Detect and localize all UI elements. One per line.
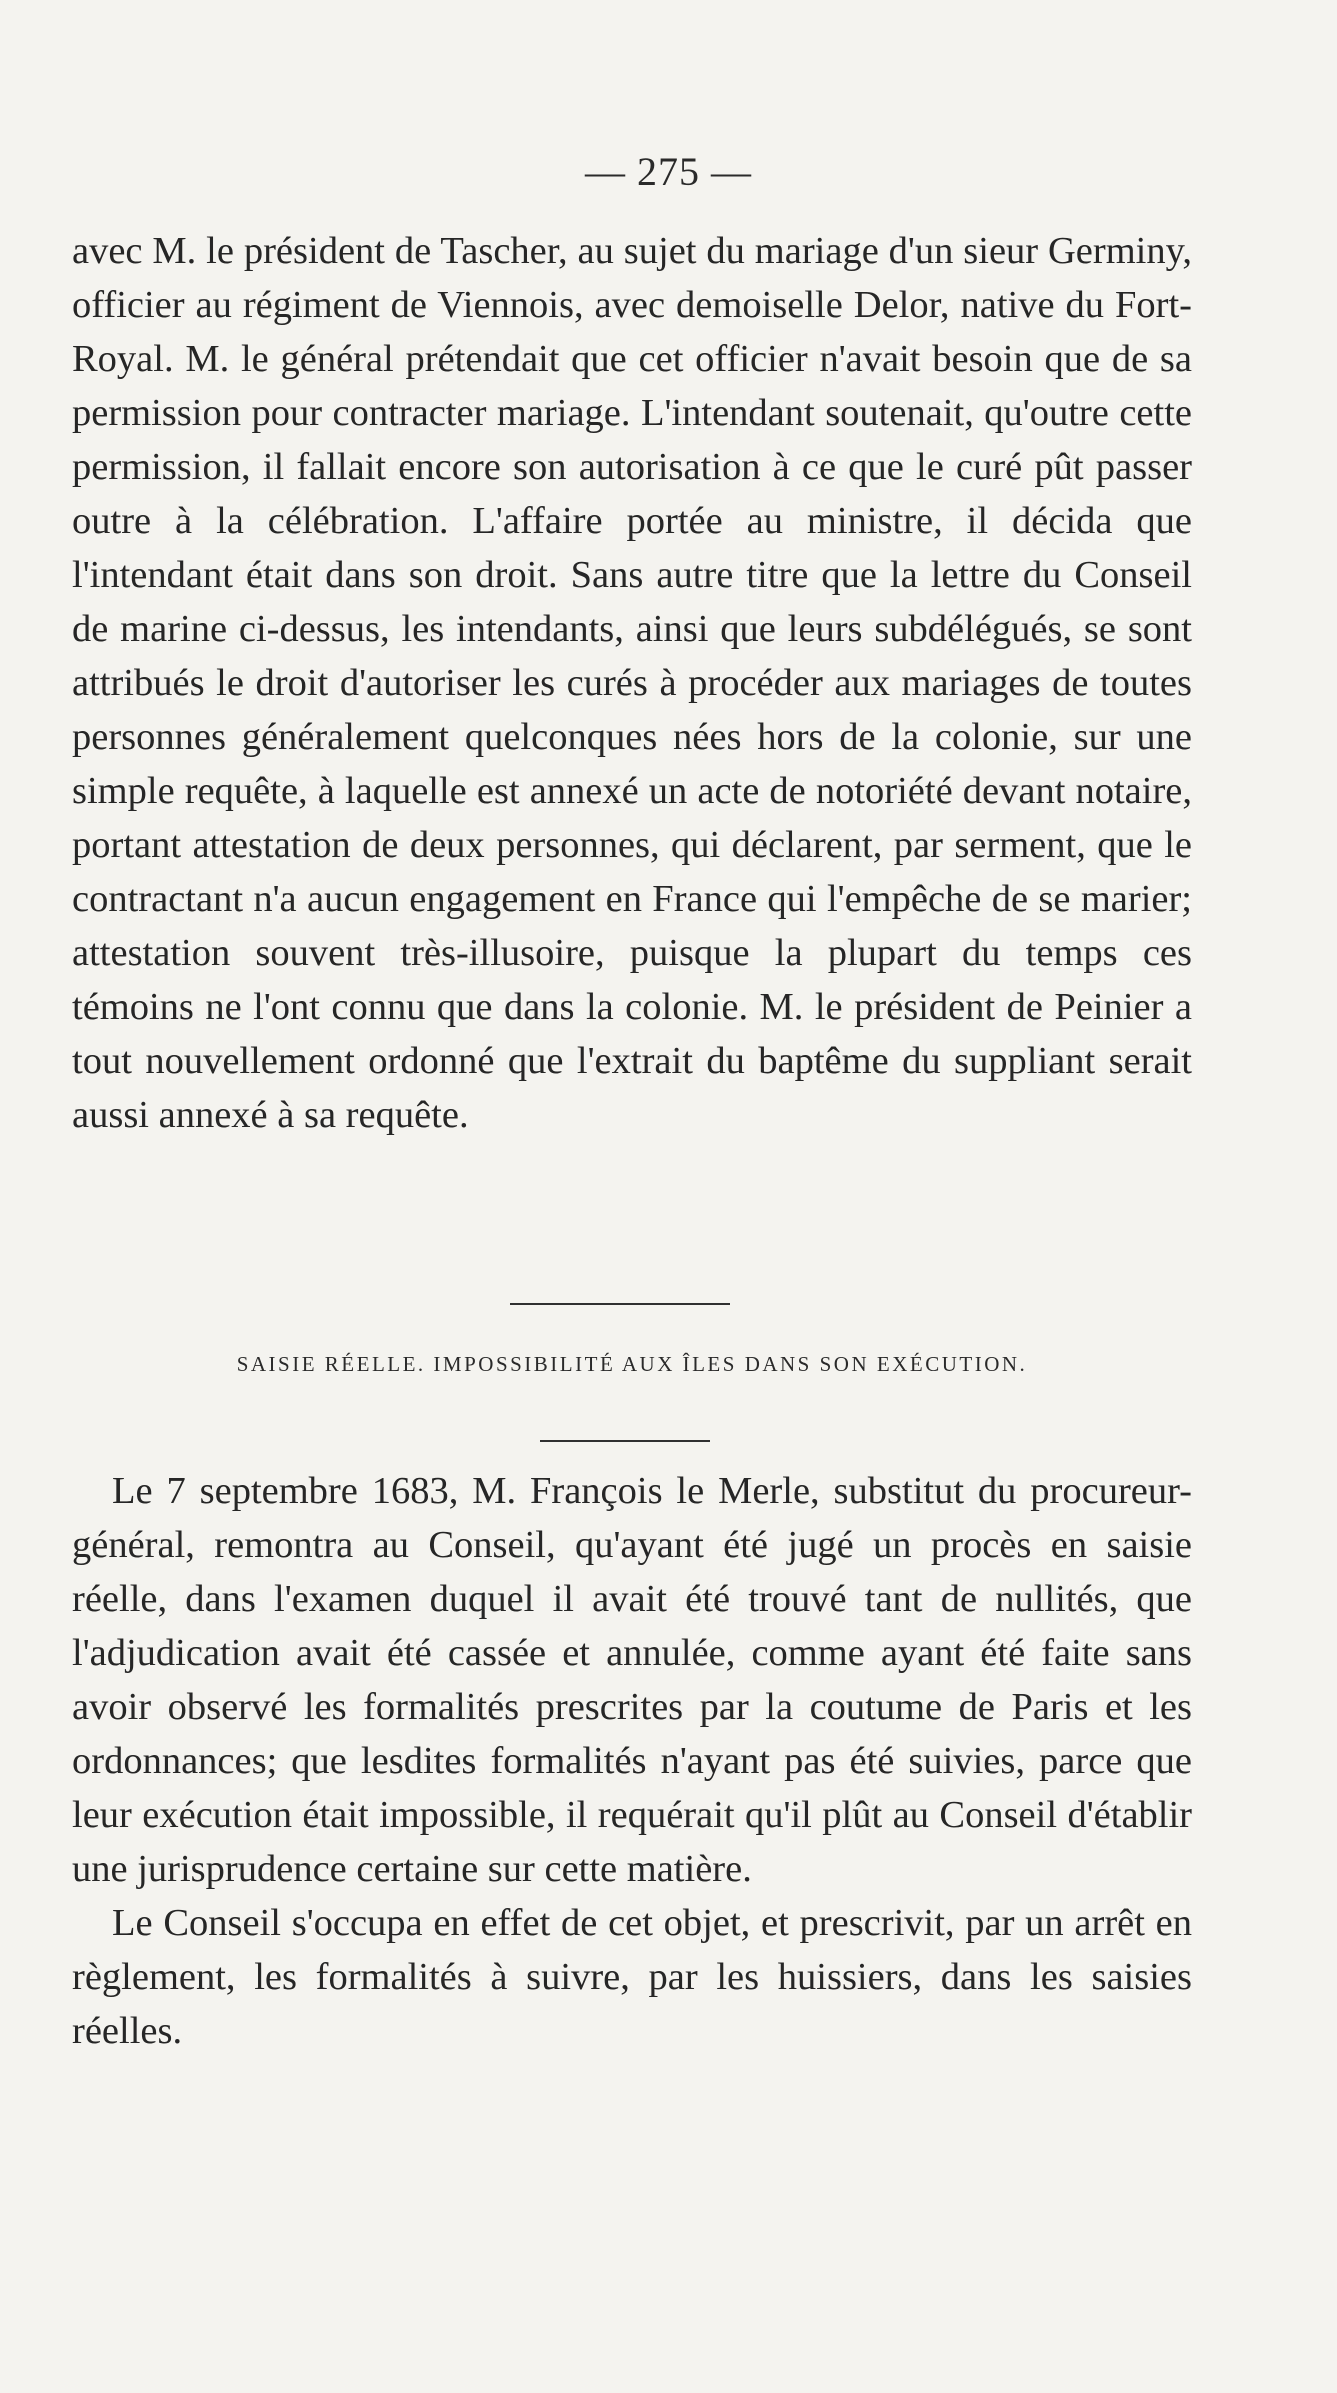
section-divider-bottom (540, 1440, 710, 1442)
section-heading: SAISIE RÉELLE. IMPOSSIBILITÉ AUX ÎLES DANS SON EXÉCUTION. (236, 1352, 1028, 1376)
paragraph-marriage-authorization: avec M. le président de Tascher, au sujet du mariage d'un sieur Germiny, officier au régiment de Viennois, avec demoiselle Delor, native du Fort-Royal. M. le général prétendait que cet officier n'avait besoin que de sa permission pour contracter mariage. L'intendant soutenait, qu'outre cette permission, il fallait encore son autorisation à ce que le curé pût passer outre à la célébration. L'affaire portée au ministre, il décida que l'intendant était dans son droit. Sans autre titre que la lettre du Conseil de marine ci-dessus, les intendants, ainsi que leurs subdélégués, se sont attribués le droit d'autoriser les curés à procéder aux mariages de toutes personnes généralement quelconques nées hors de la colonie, sur une simple requête, à laquelle est annexé un acte de notoriété devant notaire, portant attestation de deux personnes, qui déclarent, par serment, que le contractant n'a aucun engagement en France qui l'empêche de se marier; attestation souvent très-illusoire, puisque la plupart du temps ces témoins ne l'ont connu que dans la colonie. M. le président de Peinier a tout nouvellement ordonné que l'extrait du baptême du suppliant serait aussi annexé à sa requête. (72, 230, 1192, 1136)
page-number: — 275 — (585, 149, 752, 194)
section-body (72, 1464, 1192, 2058)
paragraph-council-ruling: Le Conseil s'occupa en effet de cet objet, et prescrivit, par un arrêt en règlement, les formalités à suivre, par les huissiers, dans les saisies réelles. (72, 1902, 1192, 2052)
section-divider-top (510, 1303, 730, 1305)
paragraph-seizure-request: Le 7 septembre 1683, M. François le Merle, substitut du procureur-général, remontra au Conseil, qu'ayant été jugé un procès en saisie réelle, dans l'examen duquel il avait été trouvé tant de nullités, que l'adjudication avait été cassée et annulée, comme ayant été faite sans avoir observé les formalités prescrites par la coutume de Paris et les ordonnances; que lesdites formalités n'ayant pas été suivies, parce que leur exécution était impossible, il requérait qu'il plût au Conseil d'établir une jurisprudence certaine sur cette matière. (72, 1470, 1192, 1890)
